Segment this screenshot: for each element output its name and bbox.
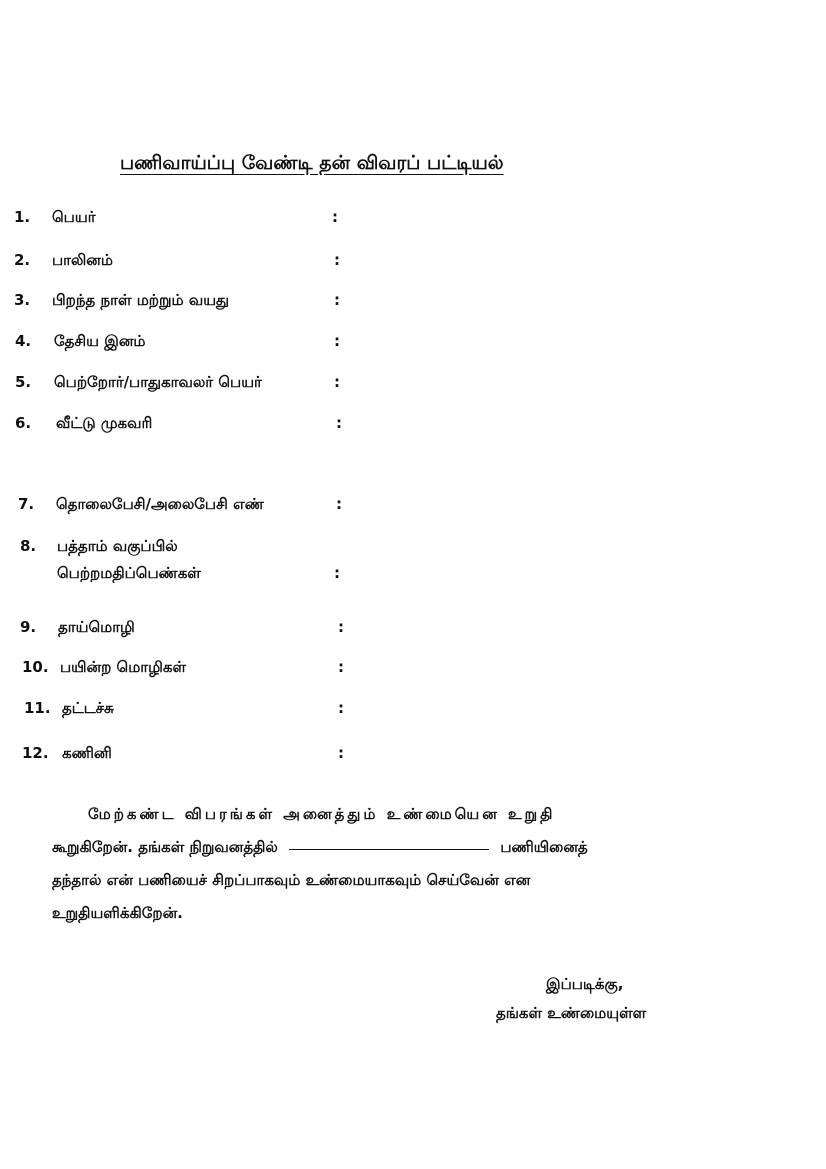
field-number: 1.	[14, 208, 31, 226]
field-label: பெற்றமதிப்பெண்கள்	[57, 564, 201, 582]
field-number: 6.	[15, 414, 32, 432]
field-number: 4.	[15, 332, 32, 350]
field-label: தொலைபேசி/அலைபேசி எண்	[56, 495, 264, 513]
field-label: தாய்மொழி	[58, 618, 135, 636]
field-number: 2.	[14, 251, 31, 269]
field-label: கணினி	[62, 744, 112, 762]
declaration-line: தந்தால் என் பணியைச் சிறப்பாகவும் உண்மையாகவும் செய்வேன் என	[52, 871, 531, 889]
field-separator: :	[338, 744, 344, 762]
form-title: பணிவாய்ப்பு வேண்டி தன் விவரப் பட்டியல்	[120, 152, 504, 174]
field-label: வீட்டு முகவரி	[56, 414, 153, 432]
field-number: 10.	[22, 658, 49, 676]
field-number: 5.	[15, 373, 32, 391]
field-number: 9.	[20, 618, 37, 636]
field-separator: :	[332, 208, 338, 226]
field-separator: :	[338, 618, 344, 636]
field-separator: :	[338, 699, 344, 717]
field-separator: :	[338, 658, 344, 676]
signoff-line: தங்கள் உண்மையுள்ள	[496, 1004, 647, 1022]
field-separator: :	[336, 495, 342, 513]
field-number: 11.	[24, 699, 51, 717]
field-separator: :	[334, 332, 340, 350]
signoff-line: இப்படிக்கு,	[546, 975, 624, 993]
field-label: தட்டச்சு	[62, 699, 114, 717]
declaration-paragraph	[52, 798, 702, 930]
field-label: பெயர்	[52, 208, 96, 226]
field-number: 3.	[14, 291, 31, 309]
declaration-line	[52, 831, 702, 864]
declaration-line: உறுதியளிக்கிறேன்.	[52, 904, 183, 922]
field-separator: :	[334, 251, 340, 269]
field-separator: :	[336, 414, 342, 432]
company-blank-line	[289, 849, 489, 850]
declaration-text: கூறுகிறேன். தங்கள் நிறுவனத்தில்	[52, 838, 278, 856]
field-label: பாலினம்	[52, 251, 113, 269]
field-number: 7.	[18, 495, 35, 513]
declaration-line: மேற்கண்ட விபரங்கள் அனைத்தும் உண்மையென உறுதி	[88, 805, 556, 823]
field-label: பெற்றோர்/பாதுகாவலர் பெயர்	[54, 373, 262, 391]
field-label: பிறந்த நாள் மற்றும் வயது	[52, 291, 230, 309]
field-label: பயின்ற மொழிகள்	[60, 658, 187, 676]
field-number: 8.	[20, 537, 37, 555]
field-separator: :	[334, 373, 340, 391]
field-separator: :	[334, 564, 340, 582]
field-number: 12.	[22, 744, 49, 762]
field-separator: :	[334, 291, 340, 309]
field-label: தேசிய இனம்	[54, 332, 146, 350]
declaration-text: பணியினைத்	[500, 838, 588, 856]
field-label: பத்தாம் வகுப்பில்	[57, 537, 178, 555]
